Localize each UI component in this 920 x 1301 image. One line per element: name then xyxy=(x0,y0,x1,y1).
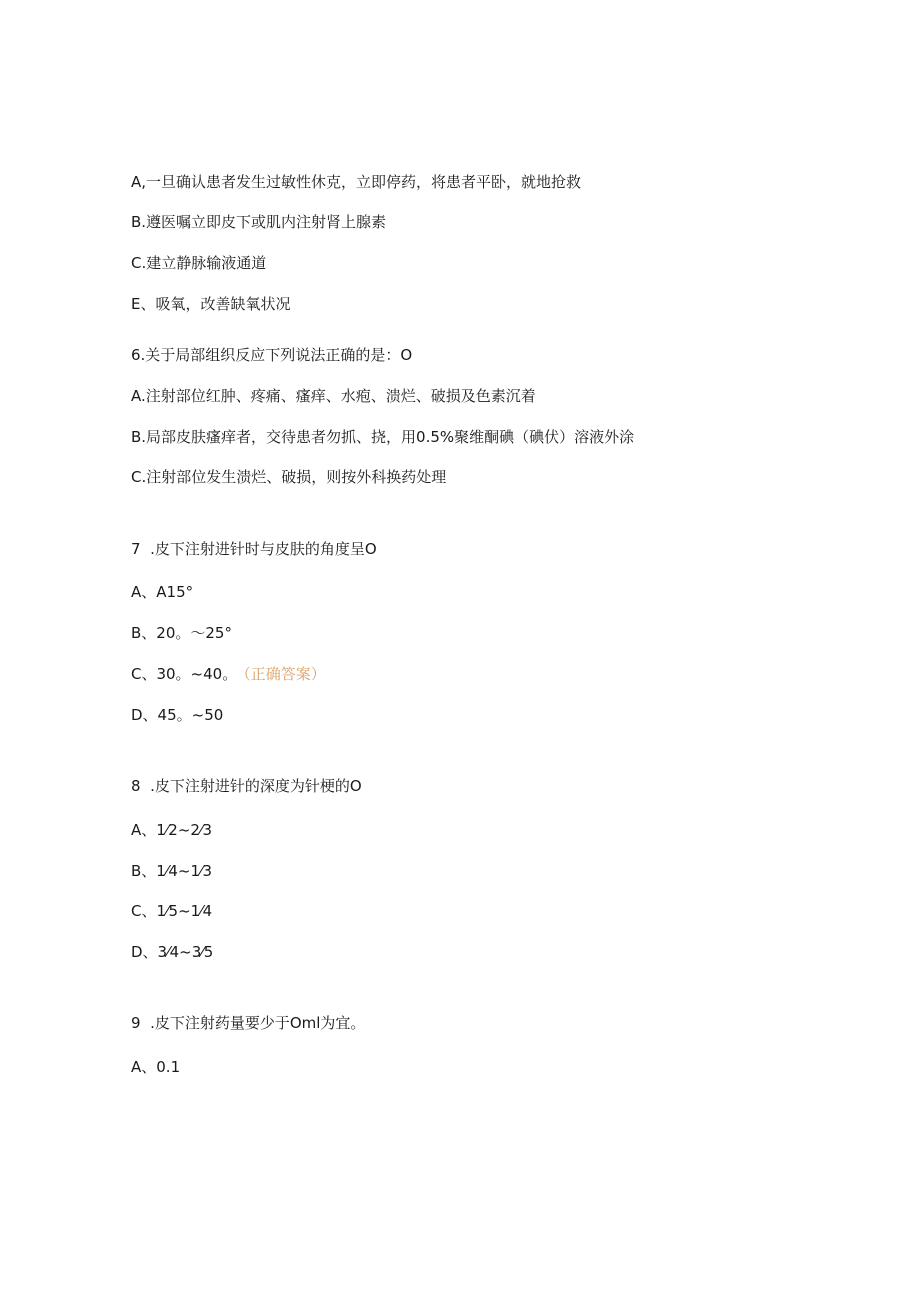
question-8-stem: 8 .皮下注射进针的深度为针梗的O xyxy=(131,777,362,795)
question-6-stem: 6.关于局部组织反应下列说法正确的是：O xyxy=(131,346,413,364)
question-6-option-c: C.注射部位发生溃烂、破损，则按外科换药处理 xyxy=(131,468,447,486)
question-8-option-d: D、3⁄4~3⁄5 xyxy=(131,943,214,961)
question-8-option-a: A、1⁄2~2⁄3 xyxy=(131,821,213,839)
option-prev-b: B.遵医嘱立即皮下或肌内注射肾上腺素 xyxy=(131,213,387,231)
question-7-option-d: D、45。~50 xyxy=(131,706,224,724)
question-6-option-b: B.局部皮肤瘙痒者，交待患者勿抓、挠，用0.5%聚维酮碘（碘伏）溶液外涂 xyxy=(131,428,635,446)
option-prev-e: E、吸氧，改善缺氧状况 xyxy=(131,295,291,313)
question-7-option-c-text: C、30。~40。 xyxy=(131,665,238,683)
question-7-option-c xyxy=(131,664,326,684)
option-prev-c: C.建立静脉输液通道 xyxy=(131,254,267,272)
question-9-option-a: A、0.1 xyxy=(131,1058,181,1076)
question-9-stem: 9 .皮下注射药量要少于Oml为宜。 xyxy=(131,1014,366,1032)
question-7-option-a: A、A15° xyxy=(131,583,194,601)
question-7-stem: 7 .皮下注射进针时与皮肤的角度呈O xyxy=(131,540,377,558)
question-8-option-b: B、1⁄4~1⁄3 xyxy=(131,862,213,880)
option-prev-a: A,一旦确认患者发生过敏性休克，立即停药，将患者平卧，就地抢救 xyxy=(131,173,582,191)
question-6-option-a: A.注射部位红肿、疼痛、瘙痒、水疱、溃烂、破损及色素沉着 xyxy=(131,387,536,405)
question-7-option-b: B、20。～25° xyxy=(131,624,232,642)
question-8-option-c: C、1⁄5~1⁄4 xyxy=(131,902,213,920)
correct-answer-tag: （正确答案） xyxy=(243,665,326,683)
